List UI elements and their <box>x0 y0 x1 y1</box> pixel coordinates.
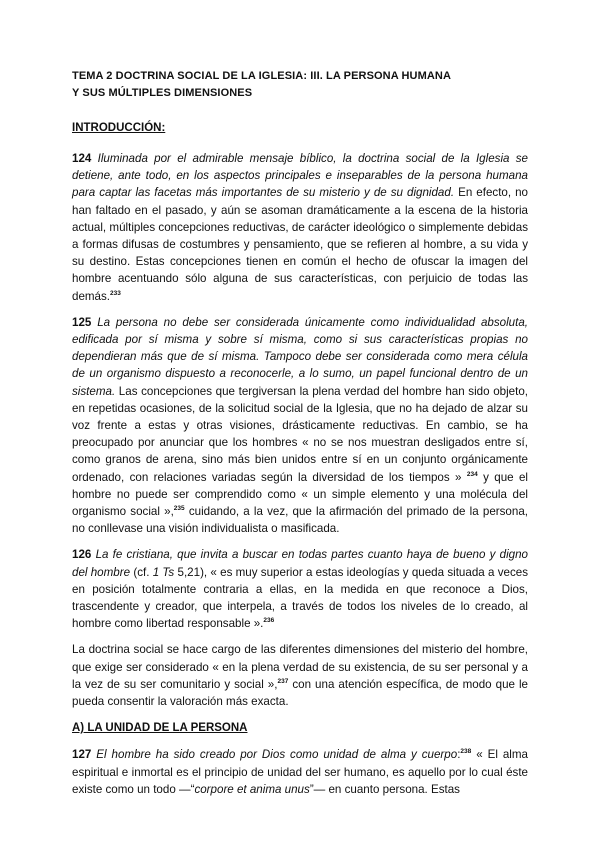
paragraph-126 <box>72 546 528 632</box>
paragraph-127 <box>72 746 528 798</box>
footnote-ref: 237 <box>277 677 289 685</box>
italic-text: El hombre ha sido creado por Dios como unidad de alma y cuerpo <box>96 748 458 762</box>
paragraph-124 <box>72 150 528 305</box>
bible-reference: 1 Ts <box>152 565 175 579</box>
footnote-ref: 236 <box>263 617 275 625</box>
body-text: cuidando, a la vez, que la afirmación del primado de la persona, no conllevase una visión individualista o masificada. <box>72 505 528 536</box>
footnote-ref: 234 <box>466 470 478 478</box>
section-heading-a: A) LA UNIDAD DE LA PERSONA <box>72 722 248 735</box>
paragraph-number: 127 <box>72 748 92 762</box>
paragraph-number: 126 <box>72 548 92 562</box>
italic-text: Iluminada por el admirable mensaje bíblico, la doctrina social de la Iglesia se detiene, ante todo, en los aspectos principales e inseparables de la persona humana para captar las facetas más importantes de su misterio y de su dignidad. <box>72 152 528 200</box>
body-text: y que el hombre no puede ser comprendido como « un simple elemento y una molécula del organismo social », <box>72 470 528 519</box>
document-title <box>72 68 528 102</box>
paragraph-doctrina-social <box>72 641 528 710</box>
body-text: « El alma espiritual e inmortal es el principio de unidad del ser humano, es aquello por lo cual éste existe como un todo —“ <box>72 748 528 796</box>
body-text: : <box>457 748 461 762</box>
body-text: con una atención específica, de modo que le pueda consentir la valoración más exacta. <box>72 677 528 709</box>
title-line-1: TEMA 2 DOCTRINA SOCIAL DE LA IGLESIA: III. LA PERSONA HUMANA <box>72 70 451 82</box>
body-text: (cf. <box>130 565 153 579</box>
body-text: 5,21), « es muy superior a estas ideologías y queda situada a veces en posición totalmente contraria a ellas, en la medida en que reconoce a Dios, trascendente y creador, que interpela, a través de todos los niveles de lo creado, al hombre como libertad responsable ». <box>72 565 528 631</box>
footnote-ref: 238 <box>460 748 472 756</box>
title-line-2: Y SUS MÚLTIPLES DIMENSIONES <box>72 87 253 99</box>
body-text: La doctrina social se hace cargo de las diferentes dimensiones del misterio del hombre, que exige ser considerado « en la plena verdad de su existencia, de su ser personal y a la vez de su ser comunitario y social », <box>72 643 528 691</box>
latin-phrase: corpore et anima unus <box>194 782 310 796</box>
paragraph-number: 124 <box>72 152 92 165</box>
body-text: En efecto, no han faltado en el pasado, y aún se asoman dramáticamente a la escena de la historia actual, múltiples concepciones reductivas, de carácter ideológico o simplemente debidas a formas difusas de costumbres y pensamiento, que se refieren al hombre, a su vida y su destino. Estas concepciones tienen en común el hecho de ofuscar la imagen del hombre acentuando sólo alguna de sus características, con perjuicio de todas las demás. <box>72 186 529 303</box>
paragraph-number: 125 <box>72 315 92 329</box>
body-text: Las concepciones que tergiversan la plena verdad del hombre han sido objeto, en repetidas ocasiones, de la solicitud social de la Iglesia, que no ha dejado de alzar su voz frente a estas y otras visiones, drásticamente reductivas. En cambio, se ha preocupado por anunciar que los hombres « no se nos muestran desligados entre sí, como granos de arena, sino más bien unidos entre sí en un conjunto orgánicamente ordenado, con relaciones variadas según la diversidad de los tiempos » <box>72 384 528 484</box>
italic-text: La persona no debe ser considerada únicamente como individualidad absoluta, edificada por sí misma y sobre sí misma, como si sus características propias no dependieran más que de sí misma. Tampoco debe ser considerada como mera célula de un organismo dispuesto a reconocerle, a lo sumo, un papel funcional dentro de un sistema. <box>72 315 529 398</box>
italic-text: La fe cristiana, que invita a buscar en todas partes cuanto haya de bueno y digno del hombre <box>72 548 528 579</box>
intro-heading: INTRODUCCIÓN: <box>72 122 166 134</box>
footnote-ref: 235 <box>173 505 185 513</box>
body-text: ”— en cuanto persona. Estas <box>309 782 460 796</box>
paragraph-125 <box>72 314 528 538</box>
footnote-ref: 233 <box>110 289 121 297</box>
